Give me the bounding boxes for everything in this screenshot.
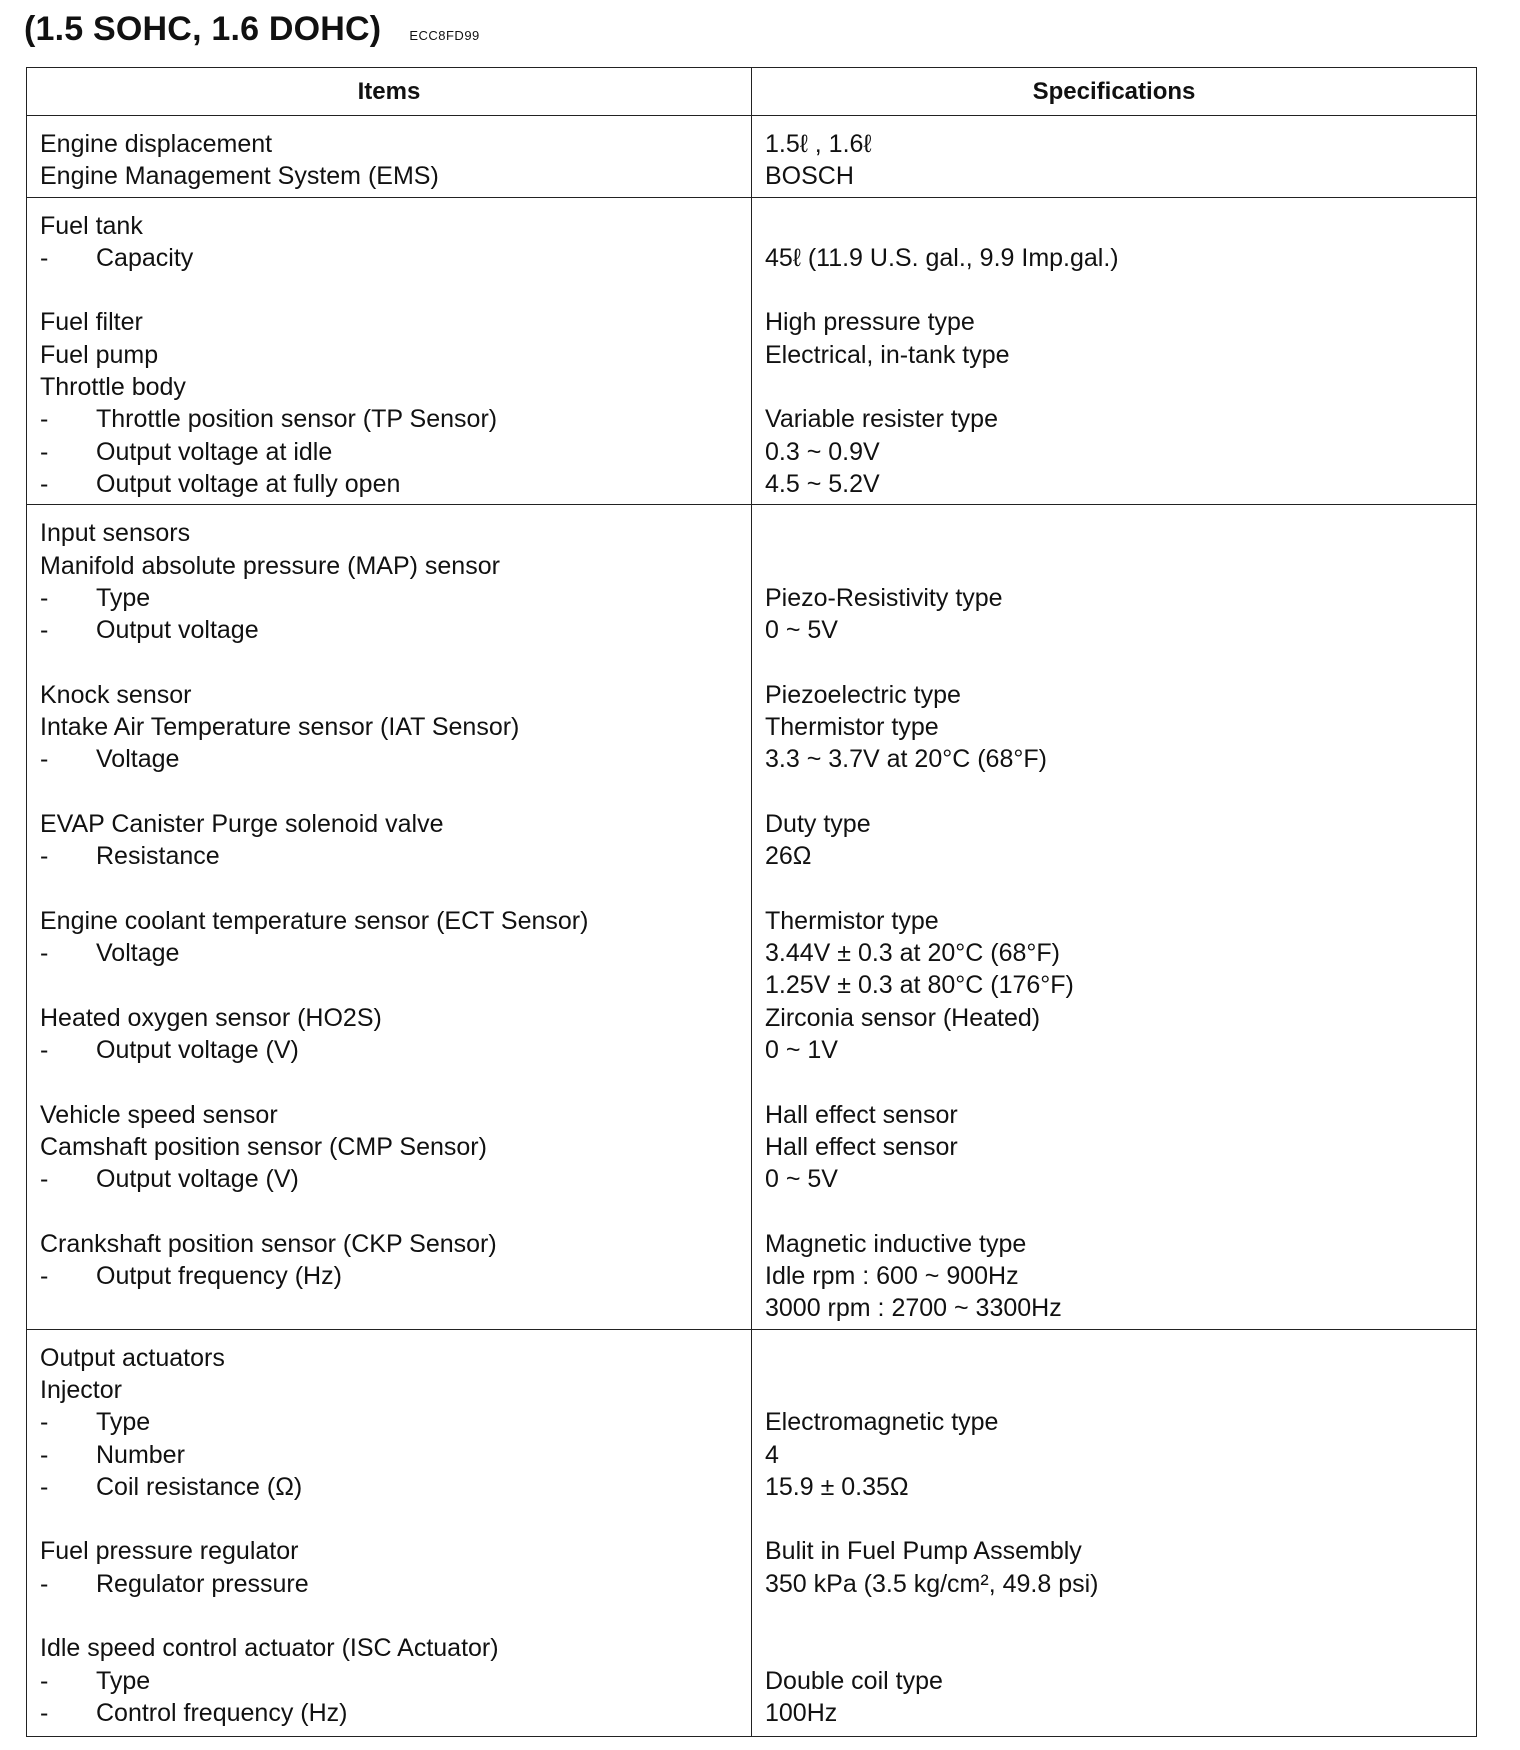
document-code: ECC8FD99 [409, 28, 480, 43]
spec-text: Electromagnetic type [765, 1408, 999, 1437]
item-line [40, 128, 739, 160]
item-text: Output frequency (Hz) [96, 1262, 342, 1291]
item-line [40, 1342, 739, 1374]
bullet-dash: - [40, 745, 49, 774]
spacer [765, 646, 1464, 678]
item-text: Output voltage at idle [96, 437, 333, 466]
bullet-dash: - [40, 469, 49, 498]
item-text: Voltage [96, 745, 180, 774]
item-text: Fuel filter [40, 308, 143, 337]
spec-text: 15.9 ± 0.35Ω [765, 1472, 909, 1501]
item-text: Type [96, 1666, 151, 1695]
spec-text: Magnetic inductive type [765, 1229, 1027, 1258]
spec-line [765, 808, 1464, 840]
spec-line [765, 339, 1464, 371]
spec-text: Electrical, in-tank type [765, 340, 1010, 369]
bullet-dash: - [40, 1472, 49, 1501]
column-header-specifications: Specifications [752, 68, 1477, 116]
spec-text: Piezo-Resistivity type [765, 583, 1003, 612]
spec-line [765, 1535, 1464, 1567]
item-line [40, 905, 739, 937]
item-text: Idle speed control actuator (ISC Actuator) [40, 1634, 499, 1663]
bullet-dash: - [40, 1165, 49, 1194]
spec-text: 0.3 ~ 0.9V [765, 437, 880, 466]
spec-line [765, 403, 1464, 435]
bullet-dash: - [40, 842, 49, 871]
item-text: Resistance [96, 842, 220, 871]
item-line [40, 339, 739, 371]
item-line [40, 210, 739, 242]
spec-line [765, 550, 1464, 582]
spec-text: High pressure type [765, 308, 975, 337]
item-text: Intake Air Temperature sensor (IAT Sensor) [40, 713, 520, 742]
spacer [765, 1066, 1464, 1098]
spec-text: BOSCH [765, 162, 854, 191]
spec-line [765, 210, 1464, 242]
spec-line [765, 371, 1464, 403]
item-text: Output voltage (V) [96, 1036, 299, 1065]
spec-line [765, 1002, 1464, 1034]
spec-line [765, 711, 1464, 743]
item-line [40, 1535, 739, 1567]
spec-line [765, 160, 1464, 192]
spec-line [765, 937, 1464, 969]
spec-line [765, 1665, 1464, 1697]
bullet-dash: - [40, 1569, 49, 1598]
spec-text: 0 ~ 5V [765, 1165, 838, 1194]
item-text: Fuel pump [40, 340, 159, 369]
item-text: Output voltage at fully open [96, 469, 401, 498]
bullet-dash: - [40, 583, 49, 612]
spec-line [765, 128, 1464, 160]
item-line [40, 1034, 739, 1066]
item-text: EVAP Canister Purge solenoid valve [40, 809, 444, 838]
item-line [40, 808, 739, 840]
item-line [40, 160, 739, 192]
spec-text: Piezoelectric type [765, 680, 961, 709]
spec-text: 26Ω [765, 842, 812, 871]
spec-line [765, 1228, 1464, 1260]
item-text: Output voltage [96, 616, 259, 645]
bullet-dash: - [40, 616, 49, 645]
spec-text: Double coil type [765, 1666, 943, 1695]
spec-line [765, 1568, 1464, 1600]
spec-line [765, 1131, 1464, 1163]
item-line [40, 1406, 739, 1438]
item-line [40, 1099, 739, 1131]
item-text: Number [96, 1440, 185, 1469]
item-line [40, 468, 739, 500]
spec-text: Thermistor type [765, 713, 939, 742]
spec-line [765, 468, 1464, 500]
item-line [40, 679, 739, 711]
spacer [40, 274, 739, 306]
spec-text: Thermistor type [765, 906, 939, 935]
item-line [40, 1163, 739, 1195]
spacer [765, 776, 1464, 808]
item-text: Engine displacement [40, 130, 273, 158]
item-line [40, 582, 739, 614]
specifications-cell [752, 505, 1477, 1329]
spec-line [765, 905, 1464, 937]
spec-text: 45ℓ (11.9 U.S. gal., 9.9 Imp.gal.) [765, 243, 1119, 272]
table-header-row [27, 68, 1477, 116]
spacer [40, 1196, 739, 1228]
items-cell [27, 1329, 752, 1736]
spacer [40, 1503, 739, 1535]
item-text: Engine Management System (EMS) [40, 162, 439, 191]
spec-text: Zirconia sensor (Heated) [765, 1003, 1041, 1032]
item-text: Knock sensor [40, 680, 192, 709]
item-line [40, 840, 739, 872]
spec-line [765, 1292, 1464, 1324]
item-text: Camshaft position sensor (CMP Sensor) [40, 1132, 487, 1161]
items-cell [27, 197, 752, 505]
item-text: Throttle body [40, 373, 186, 402]
item-line [40, 517, 739, 549]
page-title: (1.5 SOHC, 1.6 DOHC) [24, 10, 382, 48]
item-text: Control frequency (Hz) [96, 1698, 348, 1727]
input-sensors-section [27, 505, 1477, 1329]
spacer [765, 873, 1464, 905]
spec-line [765, 1342, 1464, 1374]
spec-text: 1.25V ± 0.3 at 80°C (176°F) [765, 971, 1074, 1000]
spec-text: Hall effect sensor [765, 1132, 958, 1161]
spec-line [765, 1632, 1464, 1664]
spec-line [765, 743, 1464, 775]
bullet-dash: - [40, 437, 49, 466]
spec-text: 3000 rpm : 2700 ~ 3300Hz [765, 1294, 1062, 1323]
spec-line [765, 1439, 1464, 1471]
spec-line [765, 1163, 1464, 1195]
item-line [40, 1131, 739, 1163]
spec-text: Hall effect sensor [765, 1100, 958, 1129]
item-text: Voltage [96, 939, 180, 968]
spec-text: 3.3 ~ 3.7V at 20°C (68°F) [765, 745, 1047, 774]
item-line [40, 1002, 739, 1034]
spec-line [765, 436, 1464, 468]
engine-section [27, 116, 1477, 198]
item-text: Type [96, 583, 151, 612]
fuel-section [27, 197, 1477, 505]
spec-line [765, 582, 1464, 614]
output-actuators-section [27, 1329, 1477, 1736]
specifications-table [26, 67, 1477, 1737]
item-line [40, 242, 739, 274]
spec-line [765, 840, 1464, 872]
bullet-dash: - [40, 1440, 49, 1469]
specifications-cell [752, 1329, 1477, 1736]
bullet-dash: - [40, 1262, 49, 1291]
item-line [40, 1471, 739, 1503]
items-cell [27, 505, 752, 1329]
item-text: Throttle position sensor (TP Sensor) [96, 405, 498, 434]
item-text: Fuel pressure regulator [40, 1537, 299, 1566]
item-line [40, 306, 739, 338]
spacer [40, 646, 739, 678]
bullet-dash: - [40, 939, 49, 968]
spacer [40, 1600, 739, 1632]
item-line [40, 1697, 739, 1729]
table-body [27, 116, 1477, 1737]
spec-line [765, 242, 1464, 274]
spec-line [765, 1406, 1464, 1438]
item-text: Capacity [96, 243, 194, 272]
item-text: Output actuators [40, 1343, 225, 1372]
specifications-cell [752, 116, 1477, 198]
item-text: Input sensors [40, 519, 191, 548]
item-line [40, 1374, 739, 1406]
item-text: Engine coolant temperature sensor (ECT Sensor) [40, 906, 589, 935]
spec-text: Idle rpm : 600 ~ 900Hz [765, 1262, 1019, 1291]
spec-text: 4.5 ~ 5.2V [765, 469, 880, 498]
spec-line [765, 969, 1464, 1001]
item-line [40, 403, 739, 435]
spec-line [765, 1260, 1464, 1292]
spec-line [765, 1471, 1464, 1503]
spec-text: 350 kPa (3.5 kg/cm², 49.8 psi) [765, 1569, 1099, 1598]
items-cell [27, 116, 752, 198]
spec-line [765, 614, 1464, 646]
title-row [24, 10, 480, 49]
item-line [40, 1665, 739, 1697]
bullet-dash: - [40, 1666, 49, 1695]
item-line [40, 371, 739, 403]
item-text: Vehicle speed sensor [40, 1100, 278, 1129]
spec-text: 3.44V ± 0.3 at 20°C (68°F) [765, 939, 1060, 968]
spec-text: 4 [765, 1440, 779, 1469]
item-line [40, 1439, 739, 1471]
item-line [40, 614, 739, 646]
spec-text: Duty type [765, 809, 871, 838]
bullet-dash: - [40, 243, 49, 272]
item-line [40, 1260, 739, 1292]
spec-line [765, 306, 1464, 338]
item-line [40, 1228, 739, 1260]
item-line [40, 743, 739, 775]
item-text: Type [96, 1408, 151, 1437]
column-header-items: Items [27, 68, 752, 116]
spec-text: 1.5ℓ , 1.6ℓ [765, 130, 872, 158]
spec-text: 0 ~ 5V [765, 616, 838, 645]
spec-line [765, 1697, 1464, 1729]
item-line [40, 550, 739, 582]
item-text: Fuel tank [40, 211, 143, 240]
spacer [765, 274, 1464, 306]
spec-text: Bulit in Fuel Pump Assembly [765, 1537, 1082, 1566]
spacer [765, 1196, 1464, 1228]
spacer [765, 1503, 1464, 1535]
item-line [40, 711, 739, 743]
specifications-cell [752, 197, 1477, 505]
spec-line [765, 1034, 1464, 1066]
spec-line [765, 1374, 1464, 1406]
item-text: Output voltage (V) [96, 1165, 299, 1194]
item-text: Regulator pressure [96, 1569, 309, 1598]
item-text: Heated oxygen sensor (HO2S) [40, 1003, 382, 1032]
item-text: Coil resistance (Ω) [96, 1472, 303, 1501]
bullet-dash: - [40, 1698, 49, 1727]
item-line [40, 937, 739, 969]
spacer [40, 1066, 739, 1098]
spec-text: 0 ~ 1V [765, 1036, 838, 1065]
spacer [765, 1600, 1464, 1632]
bullet-dash: - [40, 1036, 49, 1065]
bullet-dash: - [40, 405, 49, 434]
spacer [40, 776, 739, 808]
item-line [40, 1568, 739, 1600]
spec-line [765, 517, 1464, 549]
spec-line [765, 1099, 1464, 1131]
spec-text: Variable resister type [765, 405, 998, 434]
spec-text: 100Hz [765, 1698, 838, 1727]
item-line [40, 969, 739, 1001]
bullet-dash: - [40, 1408, 49, 1437]
item-line [40, 1292, 739, 1324]
item-line [40, 1632, 739, 1664]
spec-line [765, 679, 1464, 711]
item-text: Injector [40, 1375, 122, 1404]
item-text: Crankshaft position sensor (CKP Sensor) [40, 1229, 497, 1258]
spacer [40, 873, 739, 905]
item-text: Manifold absolute pressure (MAP) sensor [40, 551, 500, 580]
item-line [40, 436, 739, 468]
